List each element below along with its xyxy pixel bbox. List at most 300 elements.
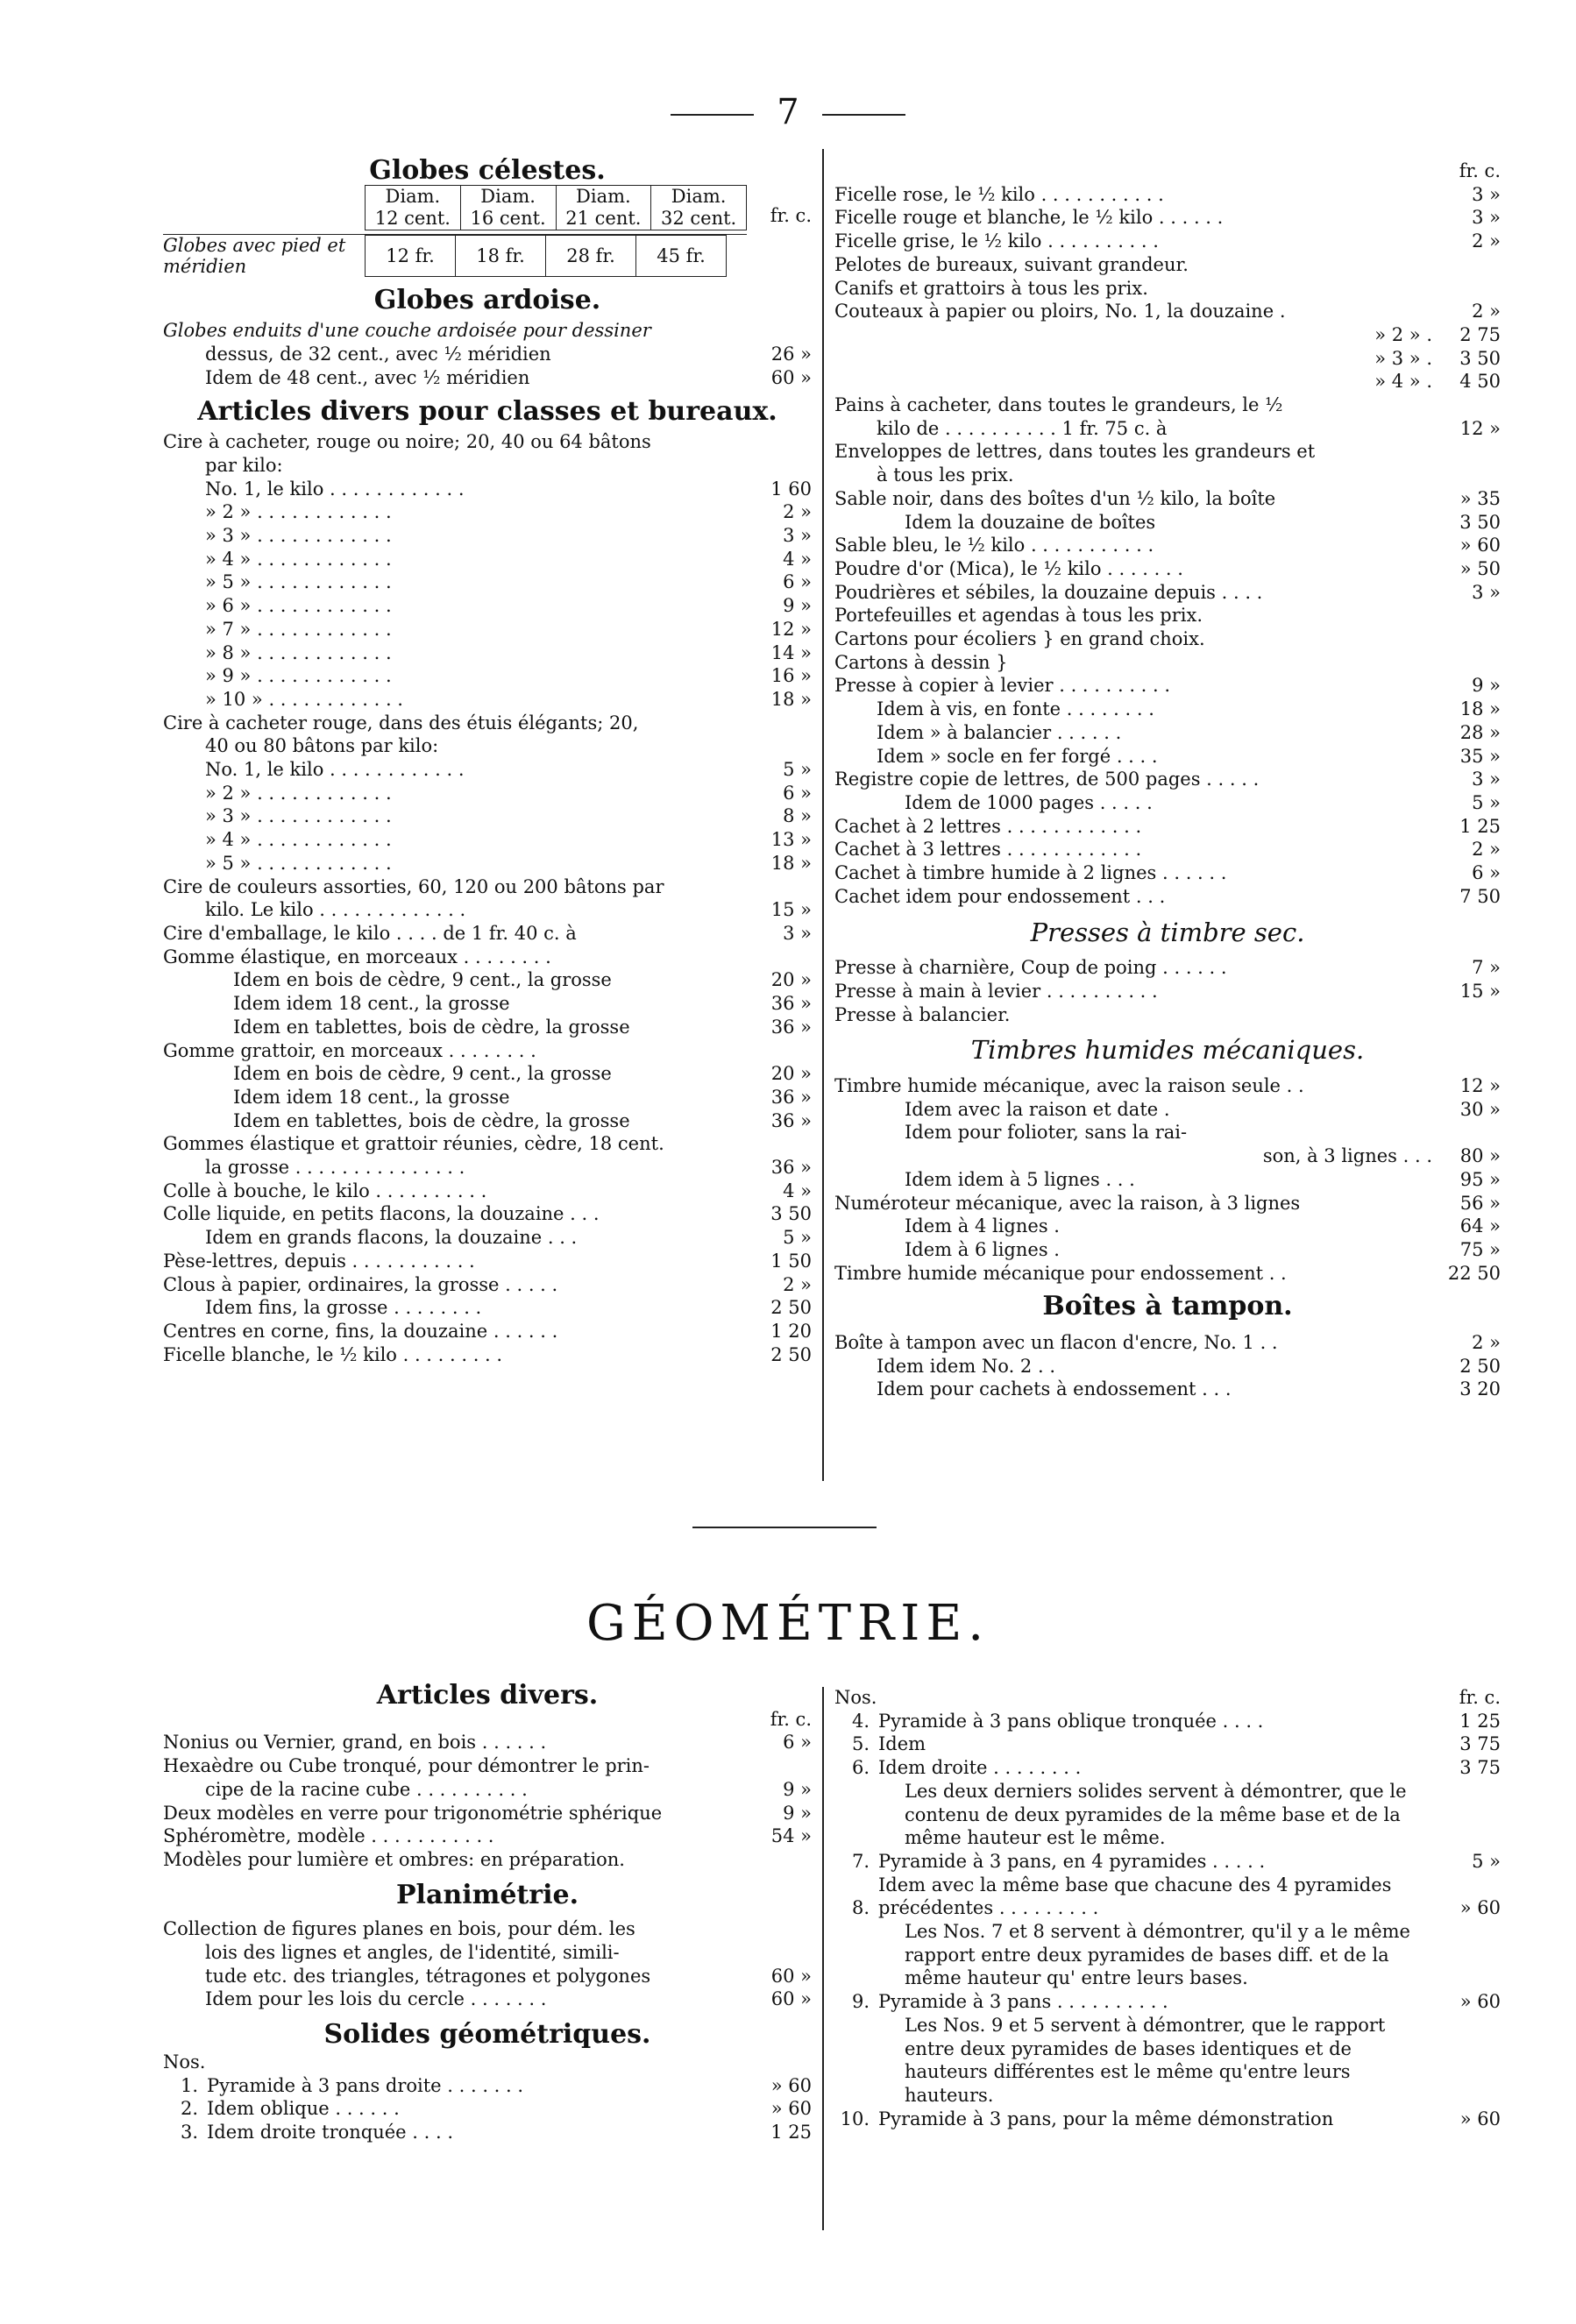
price-row	[834, 838, 1501, 861]
item-price: 18 »	[770, 688, 812, 710]
item-text: Idem en bois de cèdre, 9 cent., la grosse	[233, 969, 612, 991]
boites-title: Boîtes à tampon.	[1042, 1291, 1293, 1322]
item-text: Timbre humide mécanique, avec la raison seule . .	[834, 1075, 1304, 1097]
item-price	[747, 430, 812, 454]
price-row	[834, 980, 1501, 1003]
nos-label: Nos.	[163, 2051, 206, 2072]
solides-title: Solides géométriques.	[323, 2019, 651, 2051]
item-text: Pyramide à 3 pans, pour la même démonstration	[878, 2108, 1334, 2129]
item-price: » 60	[1459, 2108, 1501, 2129]
item-price	[747, 1754, 812, 1778]
price-row	[834, 1215, 1501, 1238]
item-price: 3 20	[1459, 1378, 1501, 1400]
item-price: 3 50	[1459, 511, 1501, 533]
item-price: » 60	[770, 2098, 812, 2120]
item-text: Hexaèdre ou Cube tronqué, pour démontrer le prin-	[163, 1755, 650, 1777]
geometrie-title: GÉOMÉTRIE.	[586, 1595, 990, 1652]
globes-price: 45 fr.	[636, 235, 727, 276]
item-text: Ficelle grise, le ½ kilo . . . . . . . . . .	[834, 230, 1159, 252]
item-text: Idem en tablettes, bois de cèdre, la grosse	[233, 1016, 630, 1038]
numbered-row	[834, 2108, 1501, 2131]
price-row	[163, 1848, 812, 1872]
price-row	[834, 1003, 1501, 1027]
item-text: Pelotes de bureaux, suivant grandeur.	[834, 253, 1189, 275]
item-text: » 5 » . . . . . . . . . . . .	[205, 571, 392, 593]
ardoise-line: dessus, de 32 cent., avec ½ méridien 26 »	[205, 344, 812, 365]
item-text: » 4 » . . . . . . . . . . . .	[205, 829, 392, 851]
right-item-list	[834, 183, 1501, 909]
item-text: kilo de . . . . . . . . . . 1 fr. 75 c. à	[877, 417, 1168, 439]
price-row	[163, 430, 812, 454]
ardoise-line: Idem de 48 cent., avec ½ méridien 60 »	[205, 366, 812, 388]
item-price: 2 »	[1472, 839, 1501, 861]
price-row	[834, 1074, 1501, 1098]
item-price	[747, 1941, 812, 1965]
price-row	[163, 1109, 812, 1133]
numbered-row	[834, 1710, 1501, 1733]
item-price: 35 »	[1459, 745, 1501, 767]
item-number: 6.	[851, 1757, 870, 1779]
item-price: 5 »	[1472, 791, 1501, 813]
boites-list	[834, 1331, 1501, 1401]
item-text: » 7 » . . . . . . . . . . . .	[205, 618, 392, 640]
numbered-row	[834, 1990, 1501, 2014]
item-price: 1 20	[770, 1320, 812, 1342]
item-price: 6 »	[783, 1732, 812, 1754]
right-currency: fr. c.	[1459, 160, 1501, 181]
item-price: 36 »	[770, 1157, 812, 1179]
item-text: Les Nos. 9 et 5 servent à démontrer, que le rapport entre deux pyramides de bases identiques et de hauteurs différentes est le même qu'entre leurs hauteurs.	[905, 2014, 1386, 2106]
price-row	[834, 698, 1501, 721]
item-text: Ficelle rouge et blanche, le ½ kilo . . . . . .	[834, 207, 1224, 229]
planimetrie-list	[163, 1917, 812, 2011]
globes-header: Diam. 32 cent.	[651, 185, 747, 230]
item-text: par kilo:	[205, 454, 283, 476]
item-price: » 60	[770, 2074, 812, 2096]
item-price: 36 »	[770, 1016, 812, 1038]
item-text: Idem fins, la grosse . . . . . . . .	[205, 1297, 482, 1319]
price-row	[834, 440, 1501, 464]
globes-row	[163, 234, 747, 277]
item-text: Presse à charnière, Coup de poing . . . . . .	[834, 957, 1227, 979]
page-number: 7	[777, 92, 799, 132]
globes-celestes-title: Globes célestes.	[369, 155, 606, 186]
price-row	[834, 183, 1501, 207]
item-price: 13 »	[770, 829, 812, 851]
price-row	[834, 464, 1501, 487]
item-price: 1 25	[1459, 815, 1501, 837]
price-row	[834, 745, 1501, 769]
column-divider-top	[822, 149, 824, 1481]
item-price: 3 »	[1472, 183, 1501, 205]
price-row	[163, 1180, 812, 1203]
item-price: 9 »	[783, 1778, 812, 1800]
item-price: 60 »	[770, 1988, 812, 2010]
item-price: 2 »	[1472, 1332, 1501, 1354]
planimetrie-title: Planimétrie.	[395, 1879, 579, 1910]
price-row	[163, 1778, 812, 1802]
item-text: Cachet à timbre humide à 2 lignes . . . . . .	[834, 862, 1227, 884]
item-text: Sable bleu, le ½ kilo . . . . . . . . . . .	[834, 535, 1154, 556]
item-price: 54 »	[770, 1825, 812, 1847]
item-number: 10.	[840, 2108, 870, 2129]
item-text: Idem oblique . . . . . .	[207, 2098, 400, 2120]
item-price: 2 »	[1472, 230, 1501, 252]
item-price: 5 »	[783, 1227, 812, 1249]
item-text: Cire à cacheter rouge, dans des étuis élégants; 20,	[163, 712, 639, 733]
item-text: Sable noir, dans des boîtes d'un ½ kilo, la boîte	[834, 487, 1276, 509]
item-text: » 2 » . . . . . . . . . . . .	[205, 782, 392, 804]
item-text: Portefeuilles et agendas à tous les prix.	[834, 605, 1203, 627]
item-text: Modèles pour lumière et ombres: en préparation.	[163, 1848, 625, 1870]
price-row	[834, 791, 1501, 815]
item-text: Idem idem 18 cent., la grosse	[233, 1086, 510, 1108]
column-divider-bottom	[822, 1687, 824, 2230]
item-text: la grosse . . . . . . . . . . . . . . .	[205, 1157, 465, 1179]
solides-right-list	[834, 1710, 1501, 2131]
geometrie-currency: fr. c.	[770, 1708, 812, 1730]
item-text: Idem droite . . . . . . . .	[878, 1757, 1082, 1779]
item-price: 16 »	[770, 665, 812, 687]
item-price: 4 »	[783, 548, 812, 570]
price-row	[834, 1238, 1501, 1262]
price-row	[834, 1262, 1501, 1286]
item-number: 4.	[851, 1710, 870, 1732]
price-row	[163, 804, 812, 828]
item-price: 3 »	[783, 525, 812, 547]
item-text: Idem pour folioter, sans la rai-	[905, 1122, 1188, 1144]
numbered-row	[834, 1780, 1501, 1850]
item-text: son, à 3 lignes . . .	[1262, 1145, 1432, 1167]
item-text: Cartons à dessin }	[834, 651, 1008, 673]
price-row	[834, 768, 1501, 791]
item-price: 2 75	[1459, 323, 1501, 345]
item-price: » 60	[1459, 1991, 1501, 2013]
item-price: 2 »	[783, 1273, 812, 1295]
price-row	[163, 828, 812, 852]
item-price: 36 »	[770, 993, 812, 1015]
item-text: Cire de couleurs assorties, 60, 120 ou 200 bâtons par	[163, 875, 664, 897]
item-price: 3 »	[783, 922, 812, 944]
item-price: 56 »	[1459, 1192, 1501, 1214]
item-price: 1 25	[1459, 1710, 1501, 1732]
item-text: Deux modèles en verre pour trigonométrie sphérique	[163, 1802, 663, 1824]
price-row	[163, 1226, 812, 1250]
price-row	[834, 1168, 1501, 1192]
price-row	[834, 604, 1501, 627]
item-text: kilo. Le kilo . . . . . . . . . . . . .	[205, 899, 466, 921]
item-price: 28 »	[1459, 721, 1501, 743]
item-price: 36 »	[770, 1109, 812, 1131]
item-price: 3 75	[1459, 1733, 1501, 1755]
item-text: Collection de figures planes en bois, pour dém. les	[163, 1918, 635, 1940]
globes-header: Diam. 21 cent.	[556, 185, 651, 230]
price-row	[163, 734, 812, 758]
item-text: Pyramide à 3 pans oblique tronquée . . . .	[878, 1710, 1264, 1732]
price-row	[163, 852, 812, 875]
item-text: » 2 » .	[1374, 323, 1432, 345]
item-text: Pyramide à 3 pans, en 4 pyramides . . . . .	[878, 1850, 1266, 1872]
price-row	[834, 1144, 1501, 1168]
price-row	[163, 618, 812, 641]
item-price: 80 »	[1459, 1145, 1501, 1167]
price-row	[834, 721, 1501, 745]
item-price: 18 »	[770, 852, 812, 874]
item-price: 15 »	[1459, 980, 1501, 1002]
item-price	[747, 1132, 812, 1156]
item-price: 2 50	[770, 1343, 812, 1365]
globes-header-table	[365, 185, 747, 230]
globes-table-block	[163, 185, 747, 277]
price-row	[163, 968, 812, 992]
item-text: Canifs et grattoirs à tous les prix.	[834, 277, 1148, 299]
item-price: 7 »	[1472, 957, 1501, 979]
item-price: » 35	[1459, 487, 1501, 509]
item-text: Les deux derniers solides servent à démontrer, que le contenu de deux pyramides de la même base et de la même hauteur est le même.	[905, 1780, 1407, 1849]
item-price	[747, 454, 812, 478]
price-row	[163, 688, 812, 712]
item-price: 95 »	[1459, 1168, 1501, 1190]
item-text: Les Nos. 7 et 8 servent à démontrer, qu'il y a le même rapport entre deux pyramides de bases diff. et de la même hauteur qu' entre leurs bases.	[905, 1921, 1410, 1989]
item-text: cipe de la racine cube . . . . . . . . . .	[205, 1778, 528, 1800]
price-row	[834, 1192, 1501, 1215]
articles-divers-title: Articles divers pour classes et bureaux.	[197, 395, 777, 427]
item-text: Idem idem à 5 lignes . . .	[905, 1168, 1135, 1190]
item-price: 2 50	[770, 1297, 812, 1319]
item-text: » 4 » .	[1374, 371, 1432, 393]
globes-price: 28 fr.	[546, 235, 636, 276]
item-text: Idem idem 18 cent., la grosse	[233, 993, 510, 1015]
item-text: » 8 » . . . . . . . . . . . .	[205, 641, 392, 663]
item-price: 20 »	[770, 969, 812, 991]
item-price: 2 50	[1459, 1355, 1501, 1377]
item-text: Registre copie de lettres, de 500 pages . . . . .	[834, 769, 1260, 790]
price-row	[163, 1824, 812, 1848]
item-text: Clous à papier, ordinaires, la grosse . . . . .	[163, 1273, 558, 1295]
item-text: Sphéromètre, modèle . . . . . . . . . . .	[163, 1825, 494, 1847]
price-row	[163, 1086, 812, 1109]
geometrie-left-column	[163, 1680, 812, 2144]
ardoise-intro: Globes enduits d'une couche ardoisée pour dessiner	[163, 320, 651, 342]
item-text: Couteaux à papier ou ploirs, No. 1, la douzaine .	[834, 301, 1286, 322]
item-price	[1432, 1121, 1501, 1144]
item-price	[1432, 440, 1501, 464]
item-text: Idem à vis, en fonte . . . . . . . .	[877, 698, 1154, 720]
right-column-top	[834, 159, 1501, 1401]
item-text: Cartons pour écoliers } en grand choix.	[834, 628, 1205, 650]
item-price: 7 50	[1459, 885, 1501, 907]
item-text: Colle liquide, en petits flacons, la douzaine . . .	[163, 1203, 600, 1225]
item-price	[747, 712, 812, 735]
item-number: 9.	[851, 1991, 870, 2013]
item-price: 1 60	[770, 478, 812, 500]
price-row	[163, 1802, 812, 1825]
price-row	[163, 922, 812, 946]
item-price: 5 »	[783, 759, 812, 781]
item-price: 9 »	[1472, 675, 1501, 697]
page-number-line	[0, 92, 1576, 132]
item-price	[1432, 651, 1501, 675]
numbered-row	[163, 2121, 812, 2144]
item-text: Idem en bois de cèdre, 9 cent., la grosse	[233, 1063, 612, 1085]
globes-ardoise-title: Globes ardoise.	[373, 284, 601, 315]
timbres-title: Timbres humides mécaniques.	[970, 1035, 1365, 1066]
item-price	[1432, 253, 1501, 277]
item-text: No. 1, le kilo . . . . . . . . . . . .	[205, 478, 465, 500]
price-row	[163, 1202, 812, 1226]
price-row	[834, 1098, 1501, 1122]
item-text: Idem à 6 lignes .	[905, 1238, 1060, 1260]
price-row	[834, 956, 1501, 980]
geometrie-right-column	[834, 1686, 1501, 2130]
item-text: » 3 » . . . . . . . . . . . .	[205, 805, 392, 827]
item-text: » 9 » . . . . . . . . . . . .	[205, 665, 392, 687]
numbered-row	[834, 1732, 1501, 1756]
item-text: » 3 » .	[1374, 347, 1432, 369]
price-row	[163, 875, 812, 899]
right-bottom-header: Nos. fr. c.	[834, 1687, 1501, 1708]
item-price: 1 25	[770, 2121, 812, 2143]
price-row	[163, 1987, 812, 2011]
item-number: 5.	[851, 1733, 870, 1755]
item-text: Cachet à 2 lettres . . . . . . . . . . . .	[834, 815, 1142, 837]
item-price: 3 50	[770, 1203, 812, 1225]
price-row	[834, 627, 1501, 651]
numbered-row	[834, 1874, 1501, 1920]
item-price: 6 »	[1472, 862, 1501, 884]
item-price: 3 »	[1472, 769, 1501, 790]
price-row	[834, 815, 1501, 839]
item-price: 2 »	[783, 501, 812, 523]
item-text: Idem droite tronquée . . . .	[207, 2121, 454, 2143]
price-row	[163, 478, 812, 501]
item-price: 3 75	[1459, 1757, 1501, 1779]
price-row	[163, 454, 812, 478]
rule-left	[671, 114, 754, 116]
item-price: 9 »	[783, 1802, 812, 1824]
item-price	[747, 1917, 812, 1941]
globes-header: Diam. 16 cent.	[460, 185, 556, 230]
price-row	[163, 664, 812, 688]
price-row	[834, 1331, 1501, 1355]
numbered-row	[834, 1850, 1501, 1874]
price-row	[163, 946, 812, 969]
price-row	[834, 581, 1501, 605]
item-price: 4 »	[783, 1180, 812, 1201]
item-text: Nonius ou Vernier, grand, en bois . . . . . .	[163, 1732, 547, 1754]
price-row	[834, 277, 1501, 301]
item-text: Idem de 1000 pages . . . . .	[905, 791, 1153, 813]
item-text: Idem la douzaine de boîtes	[905, 511, 1156, 533]
item-text: Ficelle rose, le ½ kilo . . . . . . . . . . .	[834, 183, 1164, 205]
item-text: Idem à 4 lignes .	[905, 1215, 1060, 1237]
price-row	[834, 1121, 1501, 1144]
item-price: 15 »	[770, 899, 812, 921]
item-price: 4 50	[1459, 371, 1501, 393]
item-price: » 60	[1459, 535, 1501, 556]
item-price: 8 »	[783, 805, 812, 827]
item-price: 3 50	[1459, 347, 1501, 369]
price-row	[834, 370, 1501, 393]
item-price: 22 50	[1447, 1262, 1501, 1284]
price-row	[163, 758, 812, 782]
price-row	[163, 898, 812, 922]
item-text: Boîte à tampon avec un flacon d'encre, No. 1 . .	[834, 1332, 1278, 1354]
item-text: Gomme élastique, en morceaux . . . . . . . .	[163, 946, 551, 967]
left-column-top	[163, 155, 812, 1366]
item-text: Gomme grattoir, en morceaux . . . . . . . .	[163, 1039, 536, 1061]
item-text: Colle à bouche, le kilo . . . . . . . . . .	[163, 1180, 487, 1201]
price-row	[163, 1754, 812, 1778]
item-text: Ficelle blanche, le ½ kilo . . . . . . . . .	[163, 1343, 503, 1365]
item-price	[747, 946, 812, 969]
item-number: 7.	[851, 1850, 870, 1872]
price-row	[834, 651, 1501, 675]
item-text: Idem avec la même base que chacune des 4 pyramides précédentes . . . . . . . . .	[878, 1874, 1392, 1919]
item-text: Pyramide à 3 pans droite . . . . . . .	[207, 2074, 524, 2096]
price-row	[163, 1016, 812, 1039]
price-row	[163, 992, 812, 1016]
price-row	[163, 782, 812, 805]
price-row	[834, 674, 1501, 698]
item-price	[1432, 277, 1501, 301]
item-price: 14 »	[770, 641, 812, 663]
item-price: 12 »	[1459, 1075, 1501, 1097]
geometrie-articles-title: Articles divers.	[376, 1680, 599, 1711]
item-price	[747, 734, 812, 758]
price-row	[163, 524, 812, 548]
item-text: Cire à cacheter, rouge ou noire; 20, 40 ou 64 bâtons	[163, 431, 651, 453]
numbered-row	[163, 2074, 812, 2098]
price-row	[834, 487, 1501, 511]
item-price: 3 »	[1472, 581, 1501, 603]
item-text: Idem idem No. 2 . .	[877, 1355, 1055, 1377]
price-row	[163, 641, 812, 665]
globes-price: 18 fr.	[456, 235, 546, 276]
price-row	[834, 885, 1501, 909]
numbered-row	[834, 1756, 1501, 1780]
item-price: 12 »	[770, 618, 812, 640]
numbered-row	[834, 1920, 1501, 1990]
price-row	[834, 1355, 1501, 1378]
item-text: No. 1, le kilo . . . . . . . . . . . .	[205, 759, 465, 781]
item-number: 3.	[180, 2121, 198, 2143]
price-row	[163, 1941, 812, 1965]
item-text: Idem avec la raison et date .	[905, 1098, 1170, 1120]
item-price: 3 »	[1472, 207, 1501, 229]
globes-header: Diam. 12 cent.	[366, 185, 461, 230]
item-price: » 60	[1459, 1897, 1501, 1919]
price-row	[163, 712, 812, 735]
item-text: 40 ou 80 bâtons par kilo:	[205, 735, 439, 757]
item-text: Idem » à balancier . . . . . .	[877, 721, 1122, 743]
item-text: Poudre d'or (Mica), le ½ kilo . . . . . . .	[834, 557, 1183, 579]
globes-table-wrap	[163, 185, 812, 277]
item-text: Presse à main à levier . . . . . . . . . .	[834, 980, 1158, 1002]
item-text: Idem pour cachets à endossement . . .	[877, 1378, 1232, 1400]
price-row	[163, 1296, 812, 1320]
item-text: Idem pour les lois du cercle . . . . . . .	[205, 1988, 547, 2010]
item-price: 60 »	[770, 1965, 812, 1987]
price-row	[834, 323, 1501, 347]
price-row	[834, 206, 1501, 230]
item-text: » 3 » . . . . . . . . . . . .	[205, 525, 392, 547]
solides-left-list	[163, 2074, 812, 2144]
item-text: Idem » socle en fer forgé . . . .	[877, 745, 1158, 767]
item-price	[1432, 1003, 1501, 1027]
item-text: à tous les prix.	[877, 464, 1014, 486]
item-number: 1.	[180, 2074, 198, 2096]
